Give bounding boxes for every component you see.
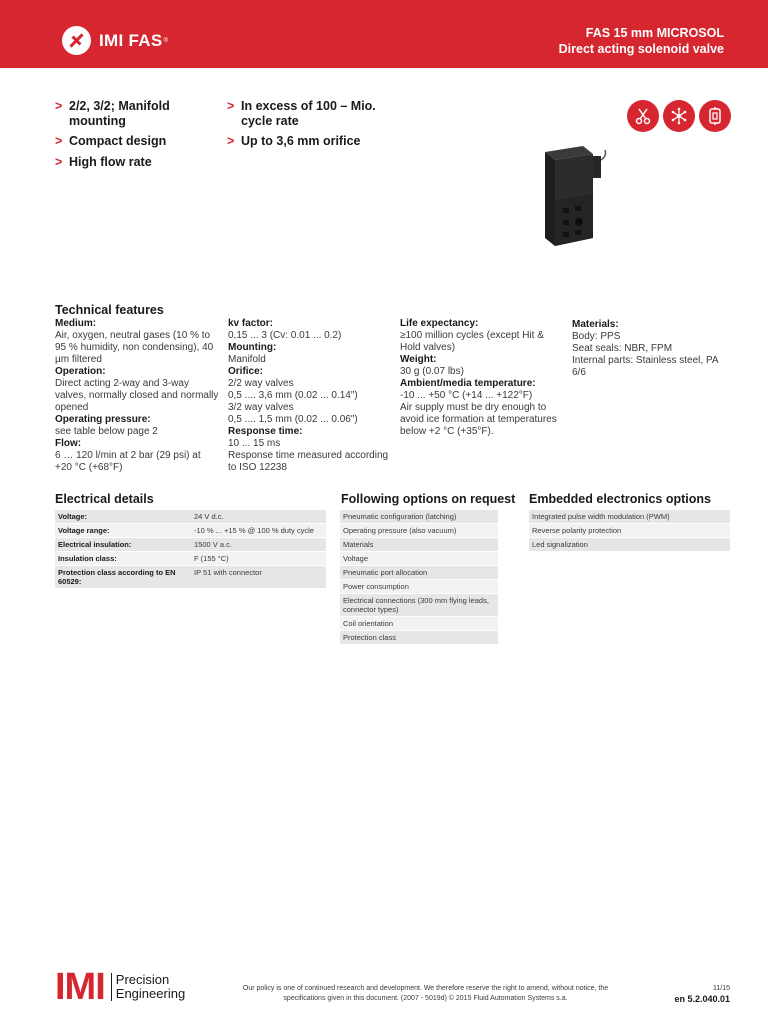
network-icon: [663, 100, 695, 132]
table-row: Voltage: 24 V d.c.: [55, 510, 326, 524]
bullet-item: > High flow rate: [55, 154, 152, 169]
embedded-table: [529, 510, 730, 552]
table-row: Voltage: [340, 552, 498, 566]
table-row: Protection class according to EN 60529: IP 51 with connector: [55, 566, 326, 589]
bullet-item: > 2/2, 3/2; Manifold mounting: [55, 99, 170, 128]
footer-doc-ref: en 5.2.040.01: [674, 994, 730, 1004]
table-row: Materials: [340, 538, 498, 552]
table-row: Electrical insulation: 1500 V a.c.: [55, 538, 326, 552]
options-title: Following options on request: [341, 492, 516, 506]
table-row: Protection class: [340, 631, 498, 645]
feature-bullets-right: [227, 99, 407, 155]
product-image: [535, 140, 615, 250]
tech-col-3: Life expectancy: ≥100 million cycles (except Hit & Hold valves) Weight: 30 g (0.07 lbs) Ambient/media temperature: -10 ... +50 °C (+14 ... +122°F) Air supply must be dry enough to avoid ice formation at temperatures below +2 °C (+35°F).: [400, 318, 557, 437]
bullet-arrow-icon: >: [55, 99, 63, 113]
table-row: Pneumatic port allocation: [340, 566, 498, 580]
bullet-item: > Up to 3,6 mm orifice: [227, 134, 361, 148]
table-row: Reverse polarity protection: [529, 524, 730, 538]
table-row: Voltage range: -10 % ... +15 % @ 100 % duty cycle: [55, 524, 326, 538]
bullet-arrow-icon: >: [227, 134, 235, 148]
tech-col-1: Medium: Air, oxygen, neutral gases (10 % to 95 % humidity, non condensing), 40 µm filtered Operation: Direct acting 2-way and 3-way valves, normally closed and normally opened Operating pressure: see table below page 2 Flow: 6 … 120 l/min at 2 bar (29 psi) at +20 °C (+68°F): [55, 318, 219, 473]
precision-engineering: Precision Engineering: [111, 973, 185, 1001]
table-row: Power consumption: [340, 580, 498, 594]
bullet-arrow-icon: >: [55, 134, 63, 148]
table-row: Operating pressure (also vacuum): [340, 524, 498, 538]
embedded-options-title: Embedded electronics options: [529, 492, 711, 506]
tech-col-4: Materials: Body: PPS Seat seals: NBR, FPM Internal parts: Stainless steel, PA 6/6: [572, 319, 719, 378]
technical-features-title: Technical features: [55, 303, 164, 317]
bullet-arrow-icon: >: [55, 154, 63, 169]
imi-wordmark: IMI: [55, 966, 105, 1008]
bullet-arrow-icon: >: [227, 99, 235, 113]
table-row: Coil orientation: [340, 617, 498, 631]
chip-icon: [699, 100, 731, 132]
table-row: Pneumatic configuration (latching): [340, 510, 498, 524]
bullet-item: > Compact design: [55, 134, 167, 148]
options-table: [340, 510, 498, 645]
title-line-2: Direct acting solenoid valve: [558, 42, 724, 56]
table-row: Electrical connections (300 mm flying leads, connector types): [340, 594, 498, 617]
electrical-details-title: Electrical details: [55, 492, 154, 506]
feature-badges: [627, 100, 731, 132]
table-row: Integrated pulse width modulation (PWM): [529, 510, 730, 524]
table-row: Insulation class: F (155 °C): [55, 552, 326, 566]
title-line-1: FAS 15 mm MICROSOL: [585, 26, 724, 40]
footer-reference: [674, 984, 730, 1004]
imi-precision-logo: [55, 966, 186, 1008]
table-row: Led signalization: [529, 538, 730, 552]
footer-date: 11/15: [713, 985, 730, 992]
electrical-table: [55, 510, 326, 589]
header-band: [0, 0, 768, 68]
bullet-item: > In excess of 100 – Mio. cycle rate: [227, 99, 376, 128]
document-title: [559, 25, 724, 57]
tech-col-2: kv factor: 0,15 ... 3 (Cv: 0.01 ... 0.2) Mounting: Manifold Orifice: 2/2 way valves 0,5 .... 3,6 mm (0.02 ... 0.14") 3/2 way valves 0,5 .... 1,5 mm (0.02 ... 0.06") Response time: 10 ... 15 ms Response time measured according to ISO 12238: [228, 318, 389, 473]
imi-logo-icon: [62, 26, 91, 55]
brand-logo: [62, 26, 168, 55]
feature-bullets-left: [55, 99, 215, 175]
footer-disclaimer: Our policy is one of continued research and development. We therefore reserve the right to amend, without notice, the specifications given in this document. (2007 - 5019d) © 2015 Fluid Automation Systems s.a.: [242, 985, 609, 1002]
brand-name: IMI FAS: [99, 30, 163, 50]
brand-mark: ®: [163, 37, 168, 44]
scissors-icon: [627, 100, 659, 132]
